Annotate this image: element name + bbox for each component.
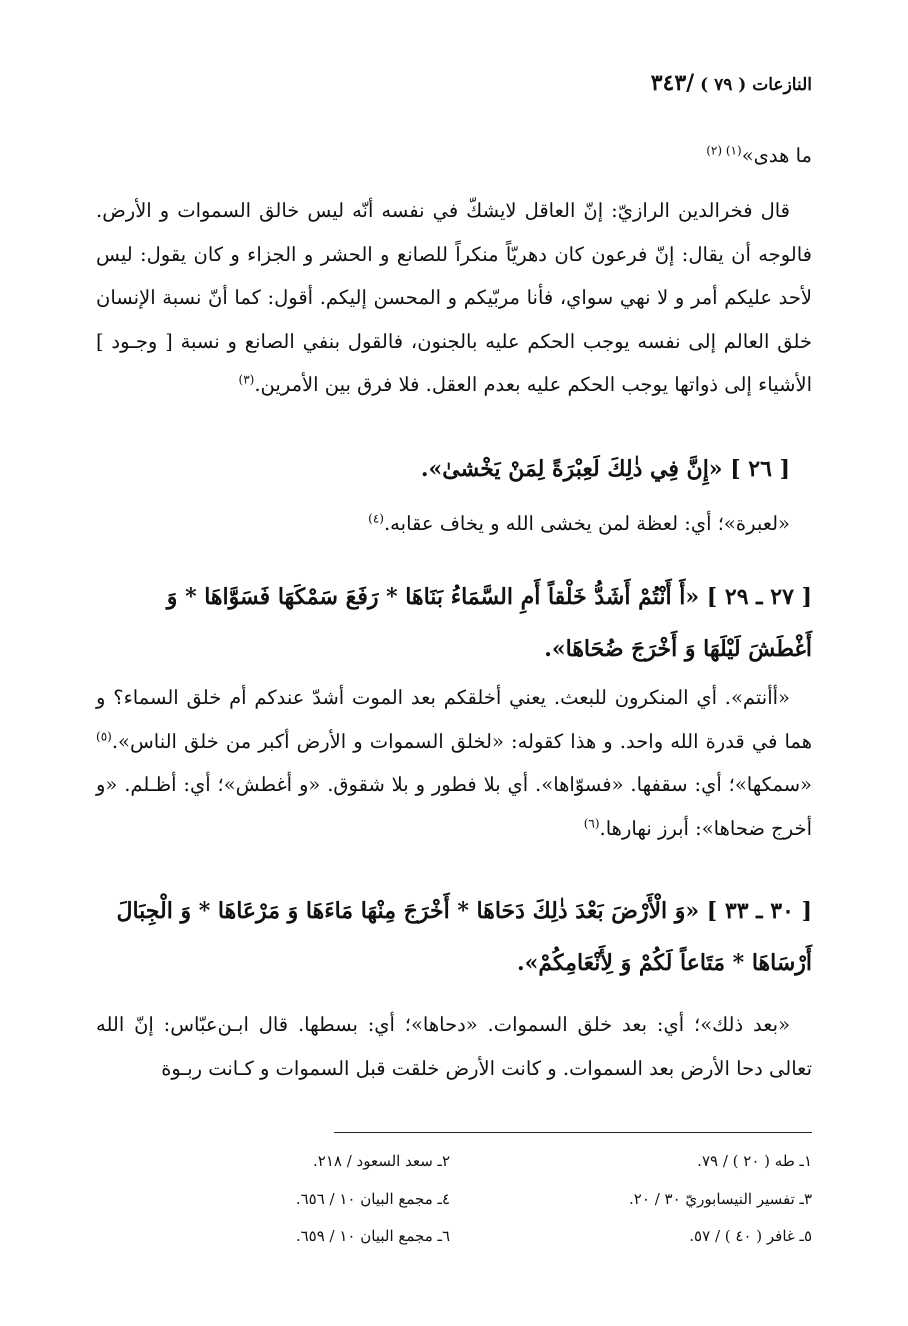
footnote-marker: (٤) <box>368 511 384 526</box>
footnote: ٦ـ مجمع البيان ١٠ / ٦٥٩. <box>295 1227 450 1245</box>
footnote: ٤ـ مجمع البيان ١٠ / ٦٥٦. <box>295 1190 450 1208</box>
text-run: [ ٣٠ ـ ٣٣ ] «وَ الْأَرْضَ بَعْدَ ذٰلِكَ دَحَاهَا * أَخْرَجَ مِنْهَا مَاءَهَا وَ مَرْعَاهَا * وَ الْجِبَالَ أَرْسَاهَا * مَتَاعاً لَكُمْ وَ لِأَنْعَامِكُمْ». <box>116 898 812 976</box>
footnote: ٣ـ تفسير النيسابوريّ ٣٠ / ٢٠. <box>629 1190 812 1208</box>
header-page-number: /٣٤٣ <box>650 70 695 96</box>
text-run: [ ٢٧ ـ ٢٩ ] «أَ أَنْتُمْ أَشَدُّ خَلْقاً أَمِ السَّمَاءُ بَنَاهَا * رَفَعَ سَمْكَهَا فَسَوَّاهَا * وَ أَغْطَشَ لَيْلَهَا وَ أَخْرَجَ ضُحَاهَا». <box>166 584 812 662</box>
footnote-marker: (٣) <box>238 372 255 387</box>
gloss-ayah-26 <box>96 502 812 546</box>
footnote: ٢ـ سعد السعود / ٢١٨. <box>313 1152 450 1170</box>
paragraph-razi <box>96 189 812 407</box>
text-run: قال فخرالدين الرازيّ: إنّ العاقل لايشكّ في نفسه أنّه ليس خالق السموات و الأرض. فالوجه أن يقال: إنّ فرعون كان دهريّاً منكراً للصانع و الحشر و الجزاء و كان يقول: ليس لأحد عليكم أمر و لا نهي سواي، فأنا مربّيكم و المحسن إليكم. أقول: كما أنّ نسبة الإنسان خلق العالم إلى نفسه يوجب الحكم عليه بالجنون، فالقول بنفي الصانع و نسبة [ وجـود ] الأشياء إلى ذواتها يوجب الحكم عليه بعدم العقل. فلا فرق بين الأمرين. <box>96 199 812 396</box>
commentary-ayah-30-33 <box>96 1003 812 1090</box>
text-run: «أأنتم». أي المنكرون للبعث. يعني أخلقكم بعد الموت أشدّ عندكم أم خلق السماء؟ و هما في قدرة الله واحد. و هذا كقوله: «لخلق السموات و الأرض أكبر من خلق الناس». <box>96 686 812 753</box>
text-run: «لعبرة»؛ أي: لعظة لمن يخشى الله و يخاف عقابه. <box>383 512 790 535</box>
text-run: «بعد ذلك»؛ أي: بعد خلق السموات. «دحاها»؛ أي: بسطها. قال ابـن‌عبّاس: إنّ الله تعالى دحا الأرض بعد السموات. و كانت الأرض خلقت قبل السموات و كـانت ربـوة <box>96 1013 812 1080</box>
ayah-27-29 <box>96 571 812 675</box>
commentary-ayah-27-29 <box>96 676 812 850</box>
text-run: ما هدى» <box>741 144 812 167</box>
ayah-30-33 <box>96 885 812 989</box>
continuation-line <box>96 134 812 178</box>
running-header <box>651 70 812 96</box>
text-run: «سمكها»؛ أي: سقفها. «فسوّاها». أي بلا فطور و بلا شقوق. «و أغطش»؛ أي: أظـلم. «و أخرج ضحاها»: أبرز نهارها. <box>96 773 812 840</box>
text-run: [ ٢٦ ] «إِنَّ فِي ذٰلِكَ لَعِبْرَةً لِمَنْ يَخْشىٰ». <box>420 456 790 482</box>
header-surah: النازعات ( ٧٩ ) <box>700 75 812 95</box>
footnote: ٥ـ غافر ( ٤٠ ) / ٥٧. <box>689 1227 812 1245</box>
footnote-separator <box>334 1132 812 1133</box>
footnote: ١ـ طه ( ٢٠ ) / ٧٩. <box>697 1152 812 1170</box>
footnote-marker: (٥) <box>96 729 112 743</box>
ayah-26 <box>96 443 812 495</box>
footnote-marker: (٦) <box>583 816 600 830</box>
footnote-marker: (١) (٢) <box>706 143 742 158</box>
